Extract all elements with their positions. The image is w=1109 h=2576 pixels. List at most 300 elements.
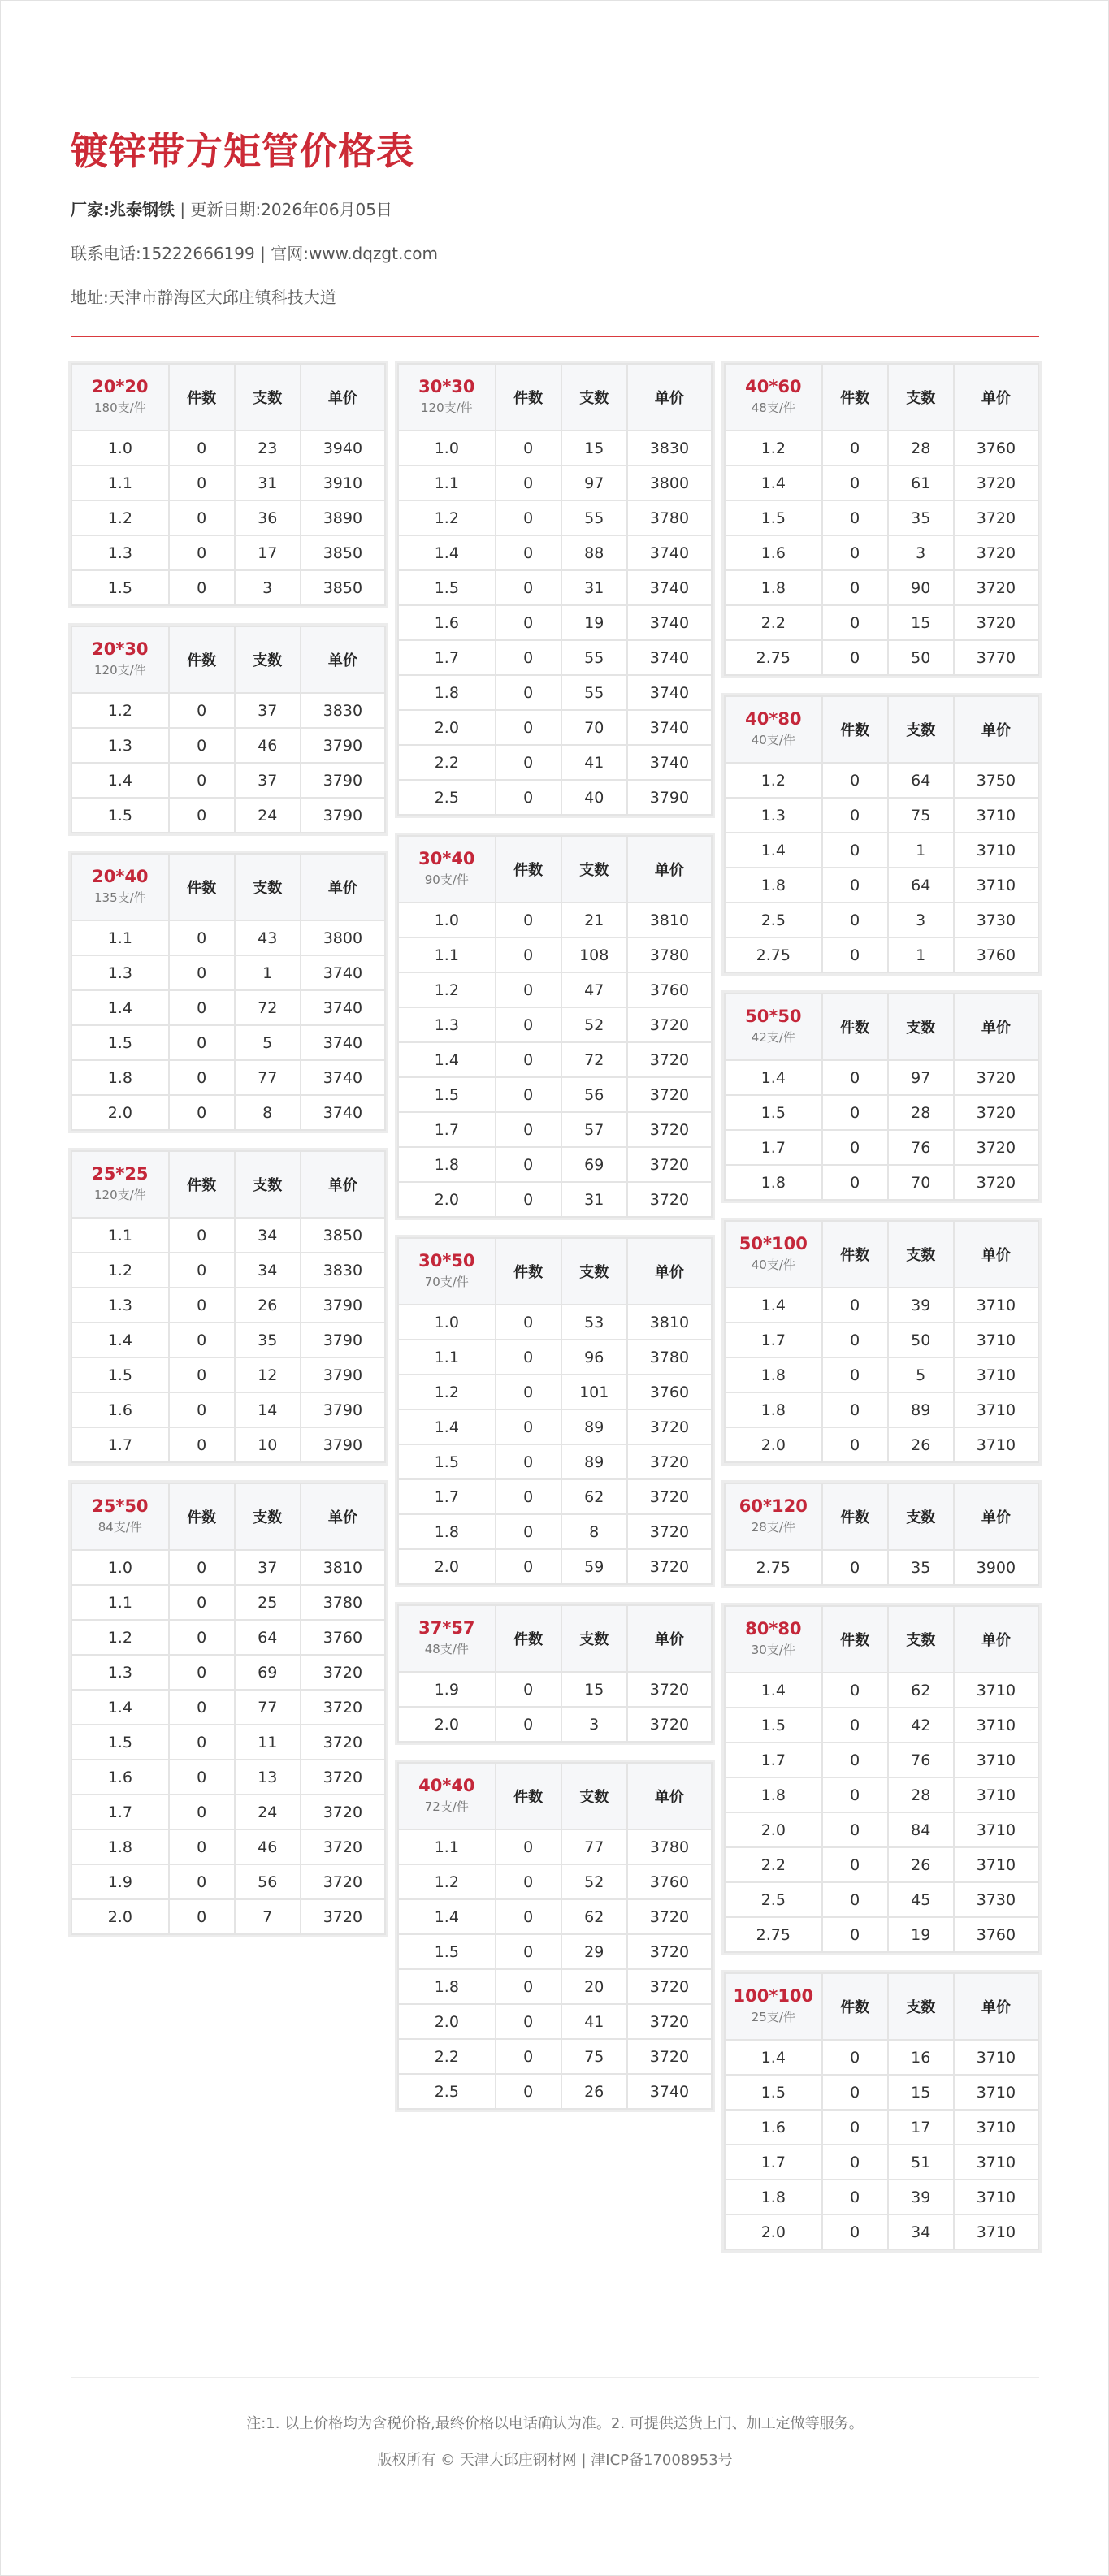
- count-cell: 37: [235, 763, 301, 798]
- table-row: [71, 1829, 385, 1864]
- thickness-cell: 1.5: [725, 1095, 822, 1130]
- pieces-cell: 0: [169, 1323, 235, 1357]
- table-header-row: [725, 1221, 1038, 1288]
- price-header: 单价: [954, 1221, 1038, 1288]
- count-header: 支数: [235, 364, 301, 431]
- price-table: [71, 1150, 386, 1463]
- price-table: [724, 1605, 1039, 1953]
- price-cell: 3740: [627, 570, 712, 605]
- pieces-cell: 0: [822, 500, 888, 535]
- price-table: [71, 1483, 386, 1935]
- pieces-header: 件数: [496, 1605, 561, 1672]
- pieces-cell: 0: [822, 1323, 888, 1357]
- table-row: [398, 1934, 712, 1969]
- count-cell: 34: [235, 1253, 301, 1288]
- count-cell: 34: [235, 1218, 301, 1253]
- pieces-cell: 0: [169, 1725, 235, 1760]
- pieces-cell: 0: [169, 798, 235, 833]
- price-cell: 3720: [954, 1165, 1038, 1200]
- pieces-cell: 0: [822, 2040, 888, 2075]
- price-cell: 3710: [954, 1812, 1038, 1847]
- pieces-per-bundle: 48支/件: [424, 1642, 469, 1656]
- thickness-cell: 2.2: [398, 2039, 496, 2074]
- thickness-cell: 1.8: [398, 675, 496, 710]
- site-link[interactable]: www.dqzgt.com: [308, 244, 439, 263]
- thickness-cell: 2.0: [71, 1899, 169, 1934]
- count-header: 支数: [235, 1483, 301, 1550]
- phone-label: 联系电话:: [71, 244, 141, 263]
- thickness-cell: 1.4: [71, 1323, 169, 1357]
- count-cell: 24: [235, 1795, 301, 1829]
- spec-header: [71, 854, 169, 920]
- price-cell: 3760: [627, 1375, 712, 1409]
- table-row: [725, 1847, 1038, 1882]
- thickness-cell: 2.5: [725, 1882, 822, 1917]
- count-cell: 47: [561, 972, 627, 1007]
- thickness-cell: 1.4: [71, 763, 169, 798]
- spec-header: [71, 1151, 169, 1218]
- pieces-cell: 0: [169, 1392, 235, 1427]
- pieces-cell: 0: [169, 1095, 235, 1130]
- count-cell: 25: [235, 1585, 301, 1620]
- count-cell: 55: [561, 640, 627, 675]
- pieces-per-bundle: 120支/件: [420, 400, 473, 415]
- price-cell: 3720: [954, 605, 1038, 640]
- thickness-cell: 2.5: [398, 780, 496, 815]
- pieces-cell: 0: [496, 1864, 561, 1899]
- table-row: [398, 1672, 712, 1707]
- pieces-header: 件数: [822, 364, 888, 431]
- thickness-cell: 1.1: [71, 465, 169, 500]
- price-table: [397, 1237, 713, 1585]
- table-row: [71, 1218, 385, 1253]
- pieces-cell: 0: [169, 1620, 235, 1655]
- table-row: [71, 693, 385, 728]
- price-cell: 3790: [301, 1323, 385, 1357]
- table-row: [725, 1392, 1038, 1427]
- pieces-header: 件数: [169, 1151, 235, 1218]
- table-header-row: [71, 1483, 385, 1550]
- count-cell: 41: [561, 2004, 627, 2039]
- spec-name: 25*25: [92, 1164, 149, 1184]
- count-cell: 15: [561, 431, 627, 465]
- price-cell: 3710: [954, 2214, 1038, 2249]
- price-cell: 3710: [954, 1323, 1038, 1357]
- thickness-cell: 1.5: [71, 570, 169, 605]
- price-cell: 3740: [627, 640, 712, 675]
- spec-name: 30*50: [418, 1251, 475, 1271]
- update-date: 2026年06月05日: [261, 200, 392, 219]
- table-header-row: [725, 364, 1038, 431]
- table-row: [71, 1899, 385, 1934]
- count-cell: 50: [888, 640, 954, 675]
- count-cell: 40: [561, 780, 627, 815]
- table-row: [725, 1882, 1038, 1917]
- pieces-cell: 0: [822, 903, 888, 937]
- table-header-row: [725, 1973, 1038, 2040]
- pieces-cell: 0: [822, 1060, 888, 1095]
- table-header-row: [71, 1151, 385, 1218]
- count-cell: 1: [235, 955, 301, 990]
- pieces-per-bundle: 120支/件: [93, 663, 146, 678]
- pieces-per-bundle: 135支/件: [93, 890, 146, 905]
- thickness-cell: 1.6: [725, 2110, 822, 2145]
- count-cell: 15: [888, 2075, 954, 2110]
- thickness-cell: 1.1: [398, 1340, 496, 1375]
- price-table: [71, 363, 386, 606]
- thickness-cell: 1.4: [725, 1288, 822, 1323]
- address-line: [71, 285, 1039, 310]
- thickness-cell: 1.1: [71, 1585, 169, 1620]
- count-header: 支数: [888, 994, 954, 1060]
- pieces-cell: 0: [496, 1375, 561, 1409]
- table-row: [725, 798, 1038, 833]
- pieces-cell: 0: [169, 570, 235, 605]
- thickness-cell: 2.0: [398, 1549, 496, 1584]
- price-cell: 3740: [301, 1060, 385, 1095]
- spec-header: [398, 1238, 496, 1305]
- pieces-cell: 0: [496, 570, 561, 605]
- count-cell: 8: [561, 1514, 627, 1549]
- count-cell: 70: [561, 710, 627, 745]
- count-cell: 39: [888, 1288, 954, 1323]
- pieces-per-bundle: 42支/件: [751, 1030, 795, 1045]
- count-header: 支数: [888, 696, 954, 763]
- table-row: [71, 728, 385, 763]
- table-row: [725, 833, 1038, 868]
- pieces-cell: 0: [496, 1707, 561, 1742]
- pieces-cell: 0: [496, 1305, 561, 1340]
- price-table: [724, 993, 1039, 1201]
- table-row: [71, 1620, 385, 1655]
- thickness-cell: 1.1: [398, 1829, 496, 1864]
- table-row: [71, 1864, 385, 1899]
- spec-header: [398, 1605, 496, 1672]
- table-row: [71, 798, 385, 833]
- price-table: [397, 1762, 713, 2110]
- pieces-per-bundle: 40支/件: [751, 1258, 795, 1272]
- table-row: [725, 2214, 1038, 2249]
- table-header-row: [725, 696, 1038, 763]
- thickness-cell: 1.7: [71, 1795, 169, 1829]
- price-header: 单价: [954, 696, 1038, 763]
- price-cell: 3790: [301, 728, 385, 763]
- thickness-cell: 1.8: [725, 1392, 822, 1427]
- pieces-cell: 0: [496, 710, 561, 745]
- count-cell: 10: [235, 1427, 301, 1462]
- thickness-cell: 1.7: [398, 640, 496, 675]
- table-row: [71, 1427, 385, 1462]
- pieces-cell: 0: [496, 465, 561, 500]
- count-cell: 35: [888, 500, 954, 535]
- price-cell: 3740: [627, 605, 712, 640]
- count-cell: 26: [888, 1427, 954, 1462]
- count-cell: 28: [888, 431, 954, 465]
- phone-number[interactable]: 15222666199: [141, 244, 255, 263]
- pieces-cell: 0: [822, 2180, 888, 2214]
- table-row: [725, 1743, 1038, 1777]
- table-row: [398, 570, 712, 605]
- spec-name: 30*30: [418, 377, 475, 396]
- count-cell: 53: [561, 1305, 627, 1340]
- price-cell: 3710: [954, 2110, 1038, 2145]
- table-row: [71, 990, 385, 1025]
- pieces-per-bundle: 90支/件: [424, 872, 469, 887]
- count-cell: 50: [888, 1323, 954, 1357]
- table-row: [398, 745, 712, 780]
- thickness-cell: 1.7: [398, 1112, 496, 1147]
- price-table: [724, 363, 1039, 676]
- pieces-cell: 0: [496, 1340, 561, 1375]
- table-row: [398, 780, 712, 815]
- thickness-cell: 2.0: [725, 1812, 822, 1847]
- pieces-cell: 0: [169, 1253, 235, 1288]
- pieces-cell: 0: [822, 763, 888, 798]
- thickness-cell: 1.2: [398, 500, 496, 535]
- price-cell: 3770: [954, 640, 1038, 675]
- count-cell: 26: [561, 2074, 627, 2109]
- spec-header: [398, 364, 496, 431]
- update-label: | 更新日期:: [180, 200, 262, 219]
- price-cell: 3710: [954, 798, 1038, 833]
- thickness-cell: 1.5: [725, 2075, 822, 2110]
- pieces-cell: 0: [496, 937, 561, 972]
- price-cell: 3710: [954, 1392, 1038, 1427]
- pieces-cell: 0: [822, 465, 888, 500]
- table-row: [725, 2075, 1038, 2110]
- thickness-cell: 1.4: [725, 833, 822, 868]
- count-cell: 3: [235, 570, 301, 605]
- count-header: 支数: [561, 1238, 627, 1305]
- count-cell: 41: [561, 745, 627, 780]
- pieces-per-bundle: 25支/件: [751, 2010, 795, 2024]
- thickness-cell: 2.0: [398, 710, 496, 745]
- thickness-cell: 2.75: [725, 1550, 822, 1585]
- count-cell: 19: [561, 605, 627, 640]
- count-cell: 8: [235, 1095, 301, 1130]
- count-cell: 62: [888, 1673, 954, 1708]
- pieces-cell: 0: [822, 1427, 888, 1462]
- pieces-cell: 0: [496, 1549, 561, 1584]
- price-cell: 3740: [301, 990, 385, 1025]
- thickness-cell: 1.4: [725, 1673, 822, 1708]
- price-cell: 3780: [627, 937, 712, 972]
- price-header: 单价: [954, 364, 1038, 431]
- price-cell: 3720: [301, 1760, 385, 1795]
- price-cell: 3740: [627, 710, 712, 745]
- table-row: [725, 763, 1038, 798]
- pieces-cell: 0: [822, 1743, 888, 1777]
- pieces-cell: 0: [822, 1392, 888, 1427]
- thickness-cell: 1.8: [398, 1514, 496, 1549]
- spec-header: [71, 1483, 169, 1550]
- pieces-cell: 0: [496, 535, 561, 570]
- pieces-cell: 0: [822, 798, 888, 833]
- thickness-cell: 2.2: [398, 745, 496, 780]
- pieces-cell: 0: [496, 745, 561, 780]
- pieces-cell: 0: [496, 675, 561, 710]
- count-cell: 26: [888, 1847, 954, 1882]
- spec-name: 20*30: [92, 639, 149, 659]
- thickness-cell: 1.4: [725, 2040, 822, 2075]
- pieces-cell: 0: [822, 1812, 888, 1847]
- price-cell: 3710: [954, 1673, 1038, 1708]
- table-row: [71, 431, 385, 465]
- price-cell: 3720: [627, 1147, 712, 1182]
- table-row: [398, 2074, 712, 2109]
- spec-name: 50*100: [739, 1234, 808, 1253]
- thickness-cell: 1.6: [725, 535, 822, 570]
- thickness-cell: 2.75: [725, 1917, 822, 1952]
- pieces-cell: 0: [822, 1708, 888, 1743]
- count-cell: 46: [235, 728, 301, 763]
- table-row: [398, 1375, 712, 1409]
- price-cell: 3710: [954, 2075, 1038, 2110]
- thickness-cell: 1.4: [71, 990, 169, 1025]
- price-table: [71, 626, 386, 833]
- thickness-cell: 1.0: [71, 1550, 169, 1585]
- thickness-cell: 1.1: [398, 937, 496, 972]
- price-cell: 3720: [301, 1864, 385, 1899]
- count-header: 支数: [561, 836, 627, 903]
- spec-name: 25*50: [92, 1496, 149, 1516]
- pieces-header: 件数: [822, 1483, 888, 1550]
- thickness-cell: 1.4: [725, 465, 822, 500]
- count-cell: 72: [235, 990, 301, 1025]
- price-cell: 3790: [301, 1288, 385, 1323]
- price-cell: 3730: [954, 1882, 1038, 1917]
- table-row: [398, 972, 712, 1007]
- price-cell: 3710: [954, 1288, 1038, 1323]
- price-header: 单价: [301, 1483, 385, 1550]
- pieces-cell: 0: [496, 972, 561, 1007]
- table-row: [725, 1130, 1038, 1165]
- table-row: [398, 1549, 712, 1584]
- count-header: 支数: [561, 1605, 627, 1672]
- thickness-cell: 2.0: [398, 2004, 496, 2039]
- price-cell: 3720: [627, 1514, 712, 1549]
- price-header: 单价: [627, 1238, 712, 1305]
- pieces-cell: 0: [822, 2145, 888, 2180]
- pieces-cell: 0: [169, 693, 235, 728]
- price-cell: 3720: [301, 1690, 385, 1725]
- price-cell: 3790: [301, 1357, 385, 1392]
- table-row: [398, 903, 712, 937]
- table-row: [725, 903, 1038, 937]
- count-cell: 77: [235, 1690, 301, 1725]
- count-cell: 37: [235, 693, 301, 728]
- pieces-per-bundle: 28支/件: [751, 1520, 795, 1535]
- table-row: [725, 937, 1038, 972]
- count-cell: 7: [235, 1899, 301, 1934]
- thickness-cell: 1.2: [398, 1375, 496, 1409]
- count-cell: 17: [235, 535, 301, 570]
- pieces-cell: 0: [169, 1760, 235, 1795]
- table-row: [725, 1165, 1038, 1200]
- thickness-cell: 1.5: [71, 1357, 169, 1392]
- price-cell: 3710: [954, 833, 1038, 868]
- thickness-cell: 1.9: [71, 1864, 169, 1899]
- count-header: 支数: [888, 1483, 954, 1550]
- pieces-cell: 0: [496, 431, 561, 465]
- price-cell: 3710: [954, 1847, 1038, 1882]
- thickness-cell: 2.75: [725, 937, 822, 972]
- table-row: [398, 1479, 712, 1514]
- thickness-cell: 2.2: [725, 605, 822, 640]
- count-cell: 31: [561, 1182, 627, 1217]
- pieces-cell: 0: [822, 1847, 888, 1882]
- pieces-cell: 0: [169, 1795, 235, 1829]
- price-cell: 3710: [954, 2180, 1038, 2214]
- thickness-cell: 1.6: [398, 605, 496, 640]
- price-header: 单价: [301, 626, 385, 693]
- thickness-cell: 1.4: [398, 1899, 496, 1934]
- count-cell: 59: [561, 1549, 627, 1584]
- table-row: [71, 1585, 385, 1620]
- thickness-cell: 1.2: [71, 500, 169, 535]
- table-row: [71, 535, 385, 570]
- price-cell: 3710: [954, 1708, 1038, 1743]
- count-cell: 57: [561, 1112, 627, 1147]
- table-header-row: [398, 1238, 712, 1305]
- thickness-cell: 1.3: [71, 535, 169, 570]
- price-cell: 3810: [301, 1550, 385, 1585]
- count-cell: 3: [561, 1707, 627, 1742]
- thickness-cell: 1.2: [71, 1253, 169, 1288]
- count-cell: 75: [561, 2039, 627, 2074]
- count-cell: 23: [235, 431, 301, 465]
- spec-name: 50*50: [745, 1007, 802, 1026]
- spec-name: 100*100: [733, 1986, 814, 2006]
- count-cell: 1: [888, 937, 954, 972]
- table-row: [398, 1340, 712, 1375]
- pieces-cell: 0: [496, 2004, 561, 2039]
- pieces-cell: 0: [822, 605, 888, 640]
- price-cell: 3720: [301, 1899, 385, 1934]
- count-header: 支数: [235, 854, 301, 920]
- pieces-cell: 0: [822, 868, 888, 903]
- pieces-cell: 0: [496, 500, 561, 535]
- thickness-cell: 1.0: [398, 431, 496, 465]
- count-cell: 97: [888, 1060, 954, 1095]
- pieces-cell: 0: [822, 1357, 888, 1392]
- price-cell: 3720: [627, 1707, 712, 1742]
- thickness-cell: 1.2: [71, 1620, 169, 1655]
- pieces-cell: 0: [169, 465, 235, 500]
- pieces-header: 件数: [169, 626, 235, 693]
- count-cell: 35: [235, 1323, 301, 1357]
- thickness-cell: 1.8: [725, 1777, 822, 1812]
- pieces-header: 件数: [822, 1606, 888, 1673]
- thickness-cell: 1.7: [725, 1743, 822, 1777]
- pieces-cell: 0: [822, 431, 888, 465]
- thickness-cell: 1.8: [71, 1829, 169, 1864]
- price-table: [724, 695, 1039, 973]
- thickness-cell: 1.5: [71, 1025, 169, 1060]
- price-cell: 3760: [301, 1620, 385, 1655]
- count-header: 支数: [561, 364, 627, 431]
- price-cell: 3720: [627, 2004, 712, 2039]
- count-cell: 64: [888, 868, 954, 903]
- manufacturer-name: 兆泰钢铁: [110, 200, 175, 219]
- table-row: [398, 1707, 712, 1742]
- thickness-cell: 1.8: [725, 868, 822, 903]
- pieces-header: 件数: [169, 1483, 235, 1550]
- count-header: 支数: [235, 626, 301, 693]
- pieces-cell: 0: [169, 431, 235, 465]
- price-cell: 3900: [954, 1550, 1038, 1585]
- price-cell: 3910: [301, 465, 385, 500]
